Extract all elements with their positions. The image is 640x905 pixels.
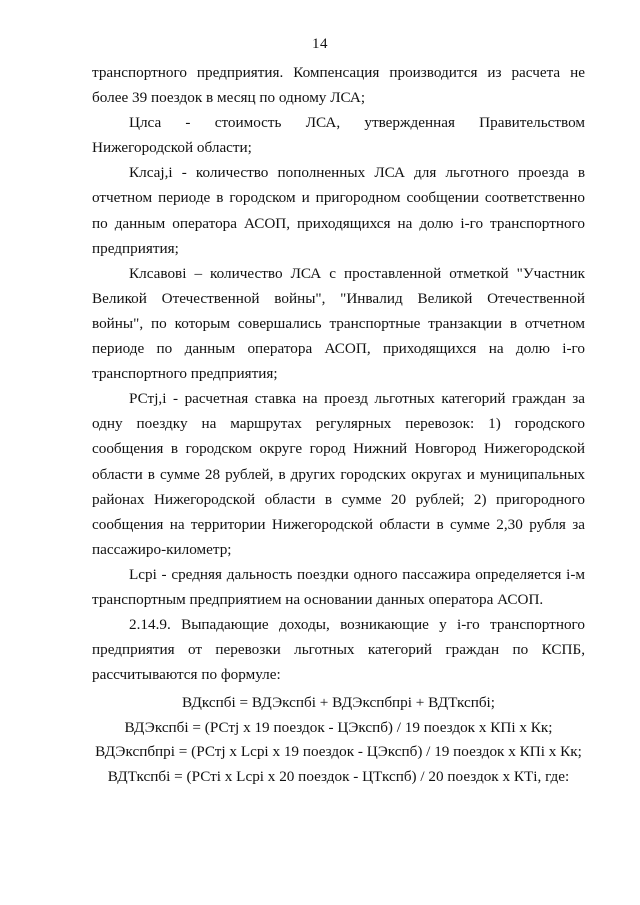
paragraph-klsavovi: Клсавовi – количество ЛСА с проставленной отметкой "Участник Великой Отечественной войны", "Инвалид Великой Отечественной войны", по которым совершались транспортные транзакции в отчетном периоде по данным оператора АСОП, приходящихся на долю i-го транспортного предприятия;: [92, 264, 585, 383]
formula-block: [92, 691, 585, 789]
body-text: [92, 60, 585, 789]
paragraph-rstji: РСтj,i - расчетная ставка на проезд льготных категорий граждан за одну поездку на маршрутах регулярных перевозок: 1) городского сообщения в городском округе город Нижний Новгород Нижегородской области в сумме 28 рублей, в других городских округах и муниципальных районах Нижегородской области в сумме 20 рублей; 2) пригородного сообщения на территории Нижегородской области в сумме 2,30 рубля за пассажиро-километр;: [92, 390, 585, 558]
paragraph-2-14-9: 2.14.9. Выпадающие доходы, возникающие у i-го транспортного предприятия от перевозки льготных категорий граждан по КСПБ, рассчитываются по формуле:: [92, 616, 585, 684]
formula-vdekspbpri: ВДЭкспбпрi = (РСтj х Lcpi х 19 поездок - ЦЭкспб) / 19 поездок х КПi х Кк;: [95, 743, 582, 761]
paragraph-klsaji: Клсаj,i - количество пополненных ЛСА для льготного проезда в отчетном периоде в городском и пригородном сообщении соответственно по данным оператора АСОП, приходящихся на долю i-го транспортного предприятия;: [92, 164, 585, 257]
page-number: 14: [312, 36, 328, 52]
formula-vdtkspbi: ВДТкспбi = (РСтi х Lcpi х 20 поездок - ЦТкспб) / 20 поездок х КТi, где:: [107, 767, 570, 785]
paragraph-tslsa: Цлса - стоимость ЛСА, утвержденная Правительством Нижегородской области;: [92, 114, 585, 157]
formula-vdekspbi: ВДЭкспбi = (РСтj х 19 поездок - ЦЭкспб) / 19 поездок х КПi х Кк;: [124, 718, 553, 736]
formula-vdkspbi: ВДкспбi = ВДЭкспбi + ВДЭкспбпрi + ВДТкспбi;: [181, 694, 496, 712]
paragraph-compensation: транспортного предприятия. Компенсация производится из расчета не более 39 поездок в месяц по одному ЛСА;: [92, 64, 585, 107]
paragraph-lcpi: Lcpi - средняя дальность поездки одного пассажира определяется i-м транспортным предприятием на основании данных оператора АСОП.: [92, 565, 585, 608]
